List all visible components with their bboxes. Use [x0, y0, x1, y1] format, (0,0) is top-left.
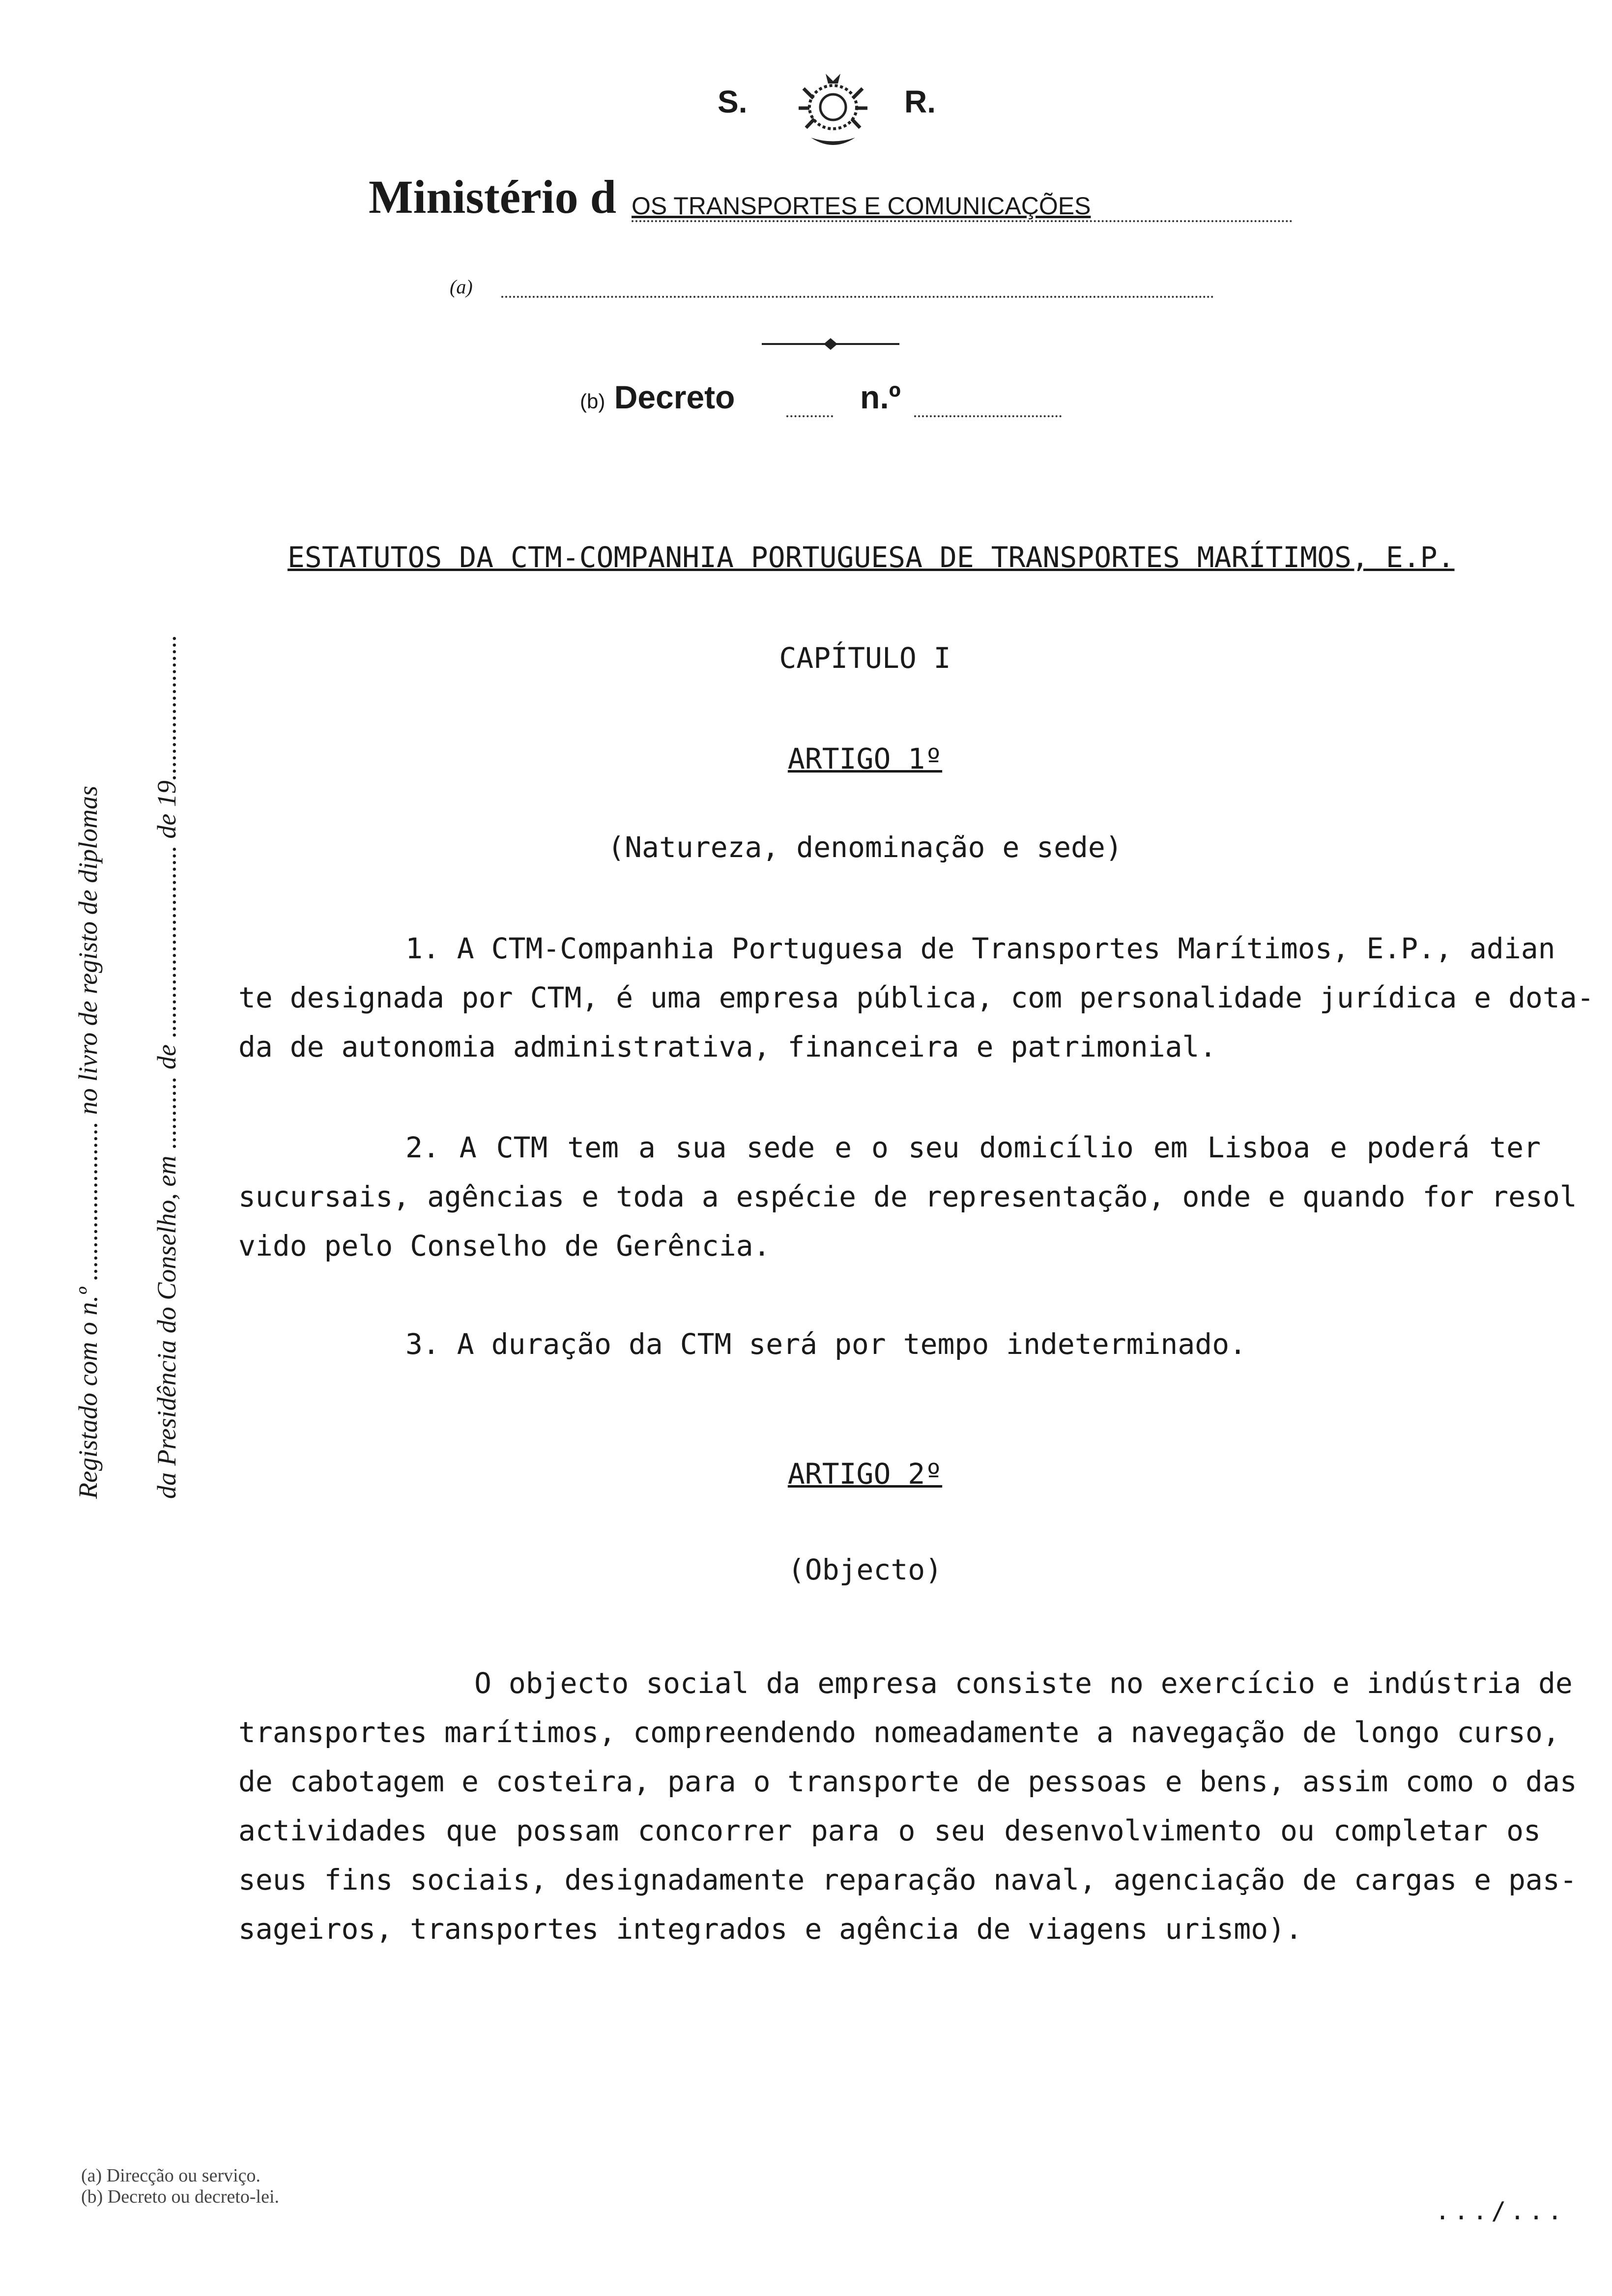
paragraph-line: seus fins sociais, designadamente reparação naval, agenciação de cargas e pas-: [238, 1863, 1577, 1896]
ministry-heading: Ministério d: [369, 171, 616, 223]
continuation-marker: .../...: [1435, 2197, 1566, 2225]
paragraph-line: 2. A CTM tem a sua sede e o seu domicílio em Lisboa e poderá ter: [405, 1131, 1541, 1164]
decreto-line: [580, 378, 735, 416]
numero-label: n.º: [860, 379, 901, 415]
paragraph-line: actividades que possam concorrer para o seu desenvolvimento ou completar os: [238, 1814, 1541, 1847]
article-1-subtitle: (Natureza, denominação e sede): [607, 831, 1123, 864]
side-registration-note-line1: Registado com o n.º ........................ no livro de registo de diplomas: [73, 785, 103, 1499]
s-label: S.: [718, 84, 748, 119]
department-dotted-line: [632, 220, 1293, 222]
paragraph-line: da de autonomia administrativa, financeira e patrimonial.: [238, 1030, 1217, 1063]
paragraph-line: 1. A CTM-Companhia Portuguesa de Transportes Marítimos, E.P., adian: [405, 932, 1555, 965]
numero-dotted-line: [914, 415, 1062, 417]
article-1-heading: [236, 742, 1494, 775]
footnote-b: (b) Decreto ou decreto-lei.: [81, 2186, 280, 2207]
paragraph-line: sageiros, transportes integrados e agência de viagens urismo).: [238, 1912, 1302, 1946]
paragraph-line: de cabotagem e costeira, para o transporte de pessoas e bens, assim como o das: [238, 1765, 1577, 1798]
service-dotted-line: [501, 296, 1214, 298]
footnote-b-marker: (b): [580, 390, 605, 413]
side-registration-note-line2: da Presidência do Conselho, em ........... de ............................. de 19......................: [152, 634, 181, 1499]
paragraph-line: 3. A duração da CTM será por tempo indeterminado.: [405, 1327, 1247, 1361]
ministry-department: OS TRANSPORTES E COMUNICAÇÕES: [632, 192, 1091, 220]
ornament-divider: [757, 334, 904, 354]
decreto-dotted-line: [786, 415, 833, 417]
republic-emblem-icon: [784, 69, 882, 152]
article-1-paragraph-1: [238, 924, 1594, 1071]
article-1-paragraph-2: [238, 1123, 1577, 1270]
article-2-heading: [236, 1457, 1494, 1491]
article-2-heading-text: ARTIGO 2º: [787, 1457, 943, 1491]
paragraph-line: sucursais, agências e toda a espécie de representação, onde e quando for resol: [238, 1180, 1577, 1213]
footnote-a-marker: (a): [450, 276, 473, 298]
decreto-label: Decreto: [614, 379, 735, 415]
document-title: ESTATUTOS DA CTM-COMPANHIA PORTUGUESA DE TRANSPORTES MARÍTIMOS, E.P.: [288, 541, 1455, 574]
article-2-paragraph-1: [238, 1659, 1577, 1953]
paragraph-line: vido pelo Conselho de Gerência.: [238, 1229, 771, 1263]
article-1-paragraph-3: [238, 1320, 1541, 1369]
chapter-heading: CAPÍTULO I: [779, 641, 951, 675]
r-label: R.: [904, 84, 936, 119]
paragraph-line: te designada por CTM, é uma empresa pública, com personalidade jurídica e dota-: [238, 981, 1594, 1014]
paragraph-line: transportes marítimos, compreendendo nomeadamente a navegação de longo curso,: [238, 1716, 1560, 1749]
paragraph-line: O objecto social da empresa consiste no exercício e indústria de: [474, 1666, 1573, 1700]
footnote-a: (a) Direcção ou serviço.: [81, 2165, 261, 2186]
article-1-heading-text: ARTIGO 1º: [787, 742, 943, 775]
article-2-subtitle: (Objecto): [787, 1553, 943, 1586]
